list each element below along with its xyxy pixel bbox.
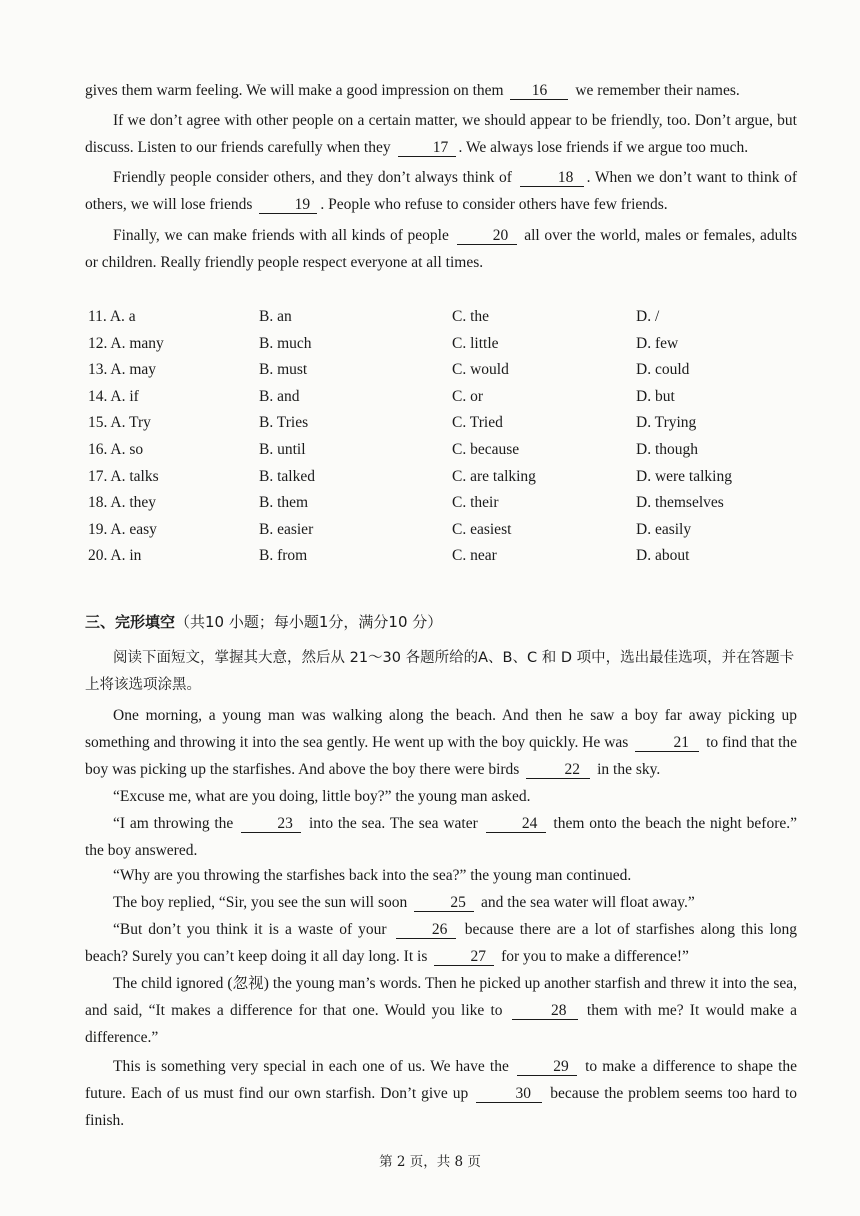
text: . We always lose friends if we argue too much. — [458, 139, 749, 156]
option-b: B. easier — [259, 520, 314, 538]
option-a: 18. A. they — [88, 494, 157, 512]
option-d: D. were talking — [636, 467, 732, 485]
option-c: C. because — [452, 440, 520, 458]
passage2-paragraph7 — [85, 970, 797, 1051]
passage2-paragraph3 — [85, 810, 797, 864]
option-a: 15. A. Try — [88, 414, 151, 432]
passage2-paragraph8 — [85, 1053, 797, 1134]
passage2-paragraph1 — [85, 702, 797, 783]
blank-27: 27 — [434, 948, 494, 966]
passage2-paragraph6 — [85, 916, 797, 970]
text: “But don’t you think it is a waste of your — [113, 921, 387, 938]
text: Finally, we can make friends with all kinds of people — [113, 227, 449, 244]
text: them with me? It would make a difference.” — [85, 1002, 798, 1046]
passage2-paragraph5 — [85, 889, 797, 916]
text: and the sea water will float away.” — [481, 894, 695, 911]
option-a: 11. A. a — [88, 308, 136, 325]
option-row — [88, 388, 808, 415]
passage1-paragraph3 — [85, 164, 797, 218]
section-instruction: 阅读下面短文，掌握其大意，然后从 21～30 各题所给的A、B、C 和 D 项中，选出最佳选项，并在答题卡上将该选项涂黑。 — [85, 650, 795, 693]
text: them onto the beach the night before.” the boy answered. — [85, 815, 798, 859]
text: This is something very special in each one of us. We have the — [113, 1058, 509, 1075]
blank-16: 16 — [510, 82, 568, 100]
option-c: C. near — [452, 547, 497, 565]
text: “I am throwing the — [113, 815, 234, 832]
passage2-paragraph2: “Excuse me, what are you doing, little boy?” the young man asked. — [113, 788, 531, 805]
option-c: C. are talking — [452, 467, 536, 485]
passage1-paragraph2 — [85, 107, 797, 161]
text: to find that the boy was picking up the starfishes. And above the boy there were birds — [85, 734, 798, 778]
passage2-paragraph4: “Why are you throwing the starfishes back into the sea?” the young man continued. — [113, 867, 632, 884]
option-b: B. an — [259, 308, 292, 325]
text: One morning, a young man was walking along the beach. And then he saw a boy far away picking up something and throwing it into the sea gently. He went up with the boy quickly. He was — [85, 707, 797, 751]
option-d: D. Trying — [636, 414, 697, 432]
page-number: 第 2 页，共 8 页 — [379, 1154, 481, 1170]
option-d: D. few — [636, 334, 679, 352]
text: into the sea. The sea water — [308, 815, 478, 832]
section-scoring: （共10 小题；每小题1分，满分10 分） — [175, 613, 443, 631]
option-d: D. about — [636, 547, 690, 565]
blank-19: 19 — [259, 196, 317, 214]
option-b: B. much — [259, 334, 312, 352]
text: . People who refuse to consider others have few friends. — [320, 196, 668, 213]
option-d: D. though — [636, 440, 698, 458]
option-c: C. their — [452, 494, 499, 512]
text: Friendly people consider others, and they don’t always think of — [113, 169, 512, 186]
blank-22: 22 — [526, 761, 590, 779]
text: all over the world, males or females, adults or children. Really friendly people respect everyone at all times. — [85, 227, 798, 271]
option-c: C. Tried — [452, 414, 503, 432]
option-row — [88, 441, 808, 468]
section-title: 三、完形填空 — [85, 613, 176, 631]
option-row — [88, 547, 808, 574]
option-d: D. could — [636, 361, 690, 379]
option-c: C. easiest — [452, 520, 512, 538]
passage1-line1 — [85, 77, 797, 104]
option-a: 17. A. talks — [88, 467, 159, 485]
option-row — [88, 335, 808, 362]
blank-25: 25 — [414, 894, 474, 912]
text: The boy replied, “Sir, you see the sun will soon — [113, 894, 408, 911]
option-c: C. little — [452, 334, 499, 352]
text: because there are a lot of starfishes along this long beach? Surely you can’t keep doing it all day long. It is — [85, 921, 798, 965]
option-c: C. the — [452, 308, 490, 325]
text: . When we don’t want to think of others, we will lose friends — [85, 169, 798, 213]
text: because the problem seems too hard to finish. — [85, 1085, 798, 1129]
option-a: 16. A. so — [88, 440, 144, 458]
option-b: B. until — [259, 440, 306, 458]
option-a: 12. A. many — [88, 334, 164, 352]
option-b: B. and — [259, 387, 300, 405]
blank-30: 30 — [476, 1085, 542, 1103]
option-a: 19. A. easy — [88, 520, 157, 538]
option-b: B. from — [259, 547, 308, 565]
option-d: D. themselves — [636, 494, 724, 512]
text: to make a difference to shape the future. Each of us must find our own starfish. Don’t give up — [85, 1058, 798, 1102]
blank-28: 28 — [512, 1002, 578, 1020]
option-row — [88, 308, 808, 335]
blank-18: 18 — [520, 169, 584, 187]
text: The child ignored (忽视) the young man’s words. Then he picked up another starfish and threw it into the sea, and said, “It makes a difference for that one. Would you like to — [85, 975, 797, 1019]
blank-23: 23 — [241, 815, 301, 833]
text: we remember their names. — [575, 82, 740, 99]
option-d: D. / — [636, 308, 660, 325]
option-a: 13. A. may — [88, 361, 157, 379]
option-a: 14. A. if — [88, 387, 139, 405]
blank-20: 20 — [457, 227, 517, 245]
section-heading — [85, 611, 442, 632]
option-row — [88, 468, 808, 495]
option-b: B. them — [259, 494, 309, 512]
text: gives them warm feeling. We will make a good impression on them — [85, 82, 504, 99]
option-a: 20. A. in — [88, 547, 142, 565]
option-c: C. would — [452, 361, 509, 379]
blank-17: 17 — [398, 139, 456, 157]
option-d: D. easily — [636, 520, 692, 538]
options-11-20 — [88, 308, 808, 574]
option-row — [88, 494, 808, 521]
blank-26: 26 — [396, 921, 456, 939]
blank-29: 29 — [517, 1058, 577, 1076]
text: in the sky. — [597, 761, 661, 778]
option-c: C. or — [452, 387, 483, 405]
option-b: B. talked — [259, 467, 315, 485]
option-row — [88, 521, 808, 548]
option-row — [88, 414, 808, 441]
option-row — [88, 361, 808, 388]
text: If we don’t agree with other people on a certain matter, we should appear to be friendly, too. Don’t argue, but discuss. Listen to our friends carefully when they — [85, 112, 797, 156]
text: for you to make a difference!” — [501, 948, 689, 965]
blank-24: 24 — [486, 815, 546, 833]
option-d: D. but — [636, 387, 675, 405]
blank-21: 21 — [635, 734, 699, 752]
passage1-paragraph4 — [85, 222, 797, 276]
option-b: B. must — [259, 361, 308, 379]
option-b: B. Tries — [259, 414, 309, 432]
